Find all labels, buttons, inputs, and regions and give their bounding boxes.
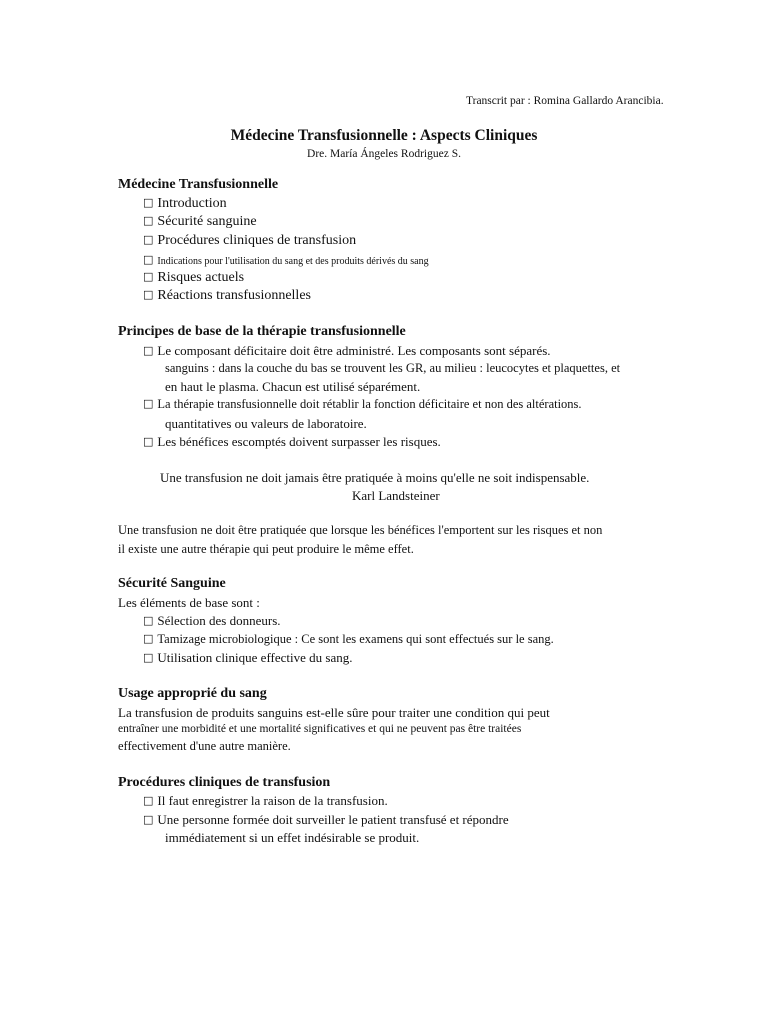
list-item: □ Sécurité sanguine [143, 214, 257, 229]
list-item: □ La thérapie transfusionnelle doit rétablir la fonction déficitaire et non des altérations. [143, 397, 582, 411]
checkbox-bullet-icon: □ [143, 288, 154, 301]
quote-text: Une transfusion ne doit jamais être pratiquée à moins qu'elle ne soit indispensable. [160, 470, 590, 485]
checkbox-bullet-icon: □ [143, 435, 154, 448]
section-heading-procedures: Procédures cliniques de transfusion [118, 775, 331, 790]
section-heading-medecine: Médecine Transfusionnelle [118, 177, 279, 192]
document-title: Médecine Transfusionnelle : Aspects Cliniques [230, 127, 538, 144]
paragraph-line: effectivement d'une autre manière. [118, 739, 291, 753]
document-author: Dre. María Ángeles Rodriguez S. [307, 148, 461, 160]
checkbox-bullet-icon: □ [143, 344, 154, 357]
transcriber-note: Transcrit par : Romina Gallardo Arancibia. [466, 95, 664, 107]
list-item: □ Il faut enregistrer la raison de la transfusion. [143, 793, 388, 808]
list-item: □ Une personne formée doit surveiller le patient transfusé et répondre [143, 812, 509, 827]
list-item: □ Le composant déficitaire doit être administré. Les composants sont séparés. [143, 343, 551, 358]
paragraph-line: Une transfusion ne doit être pratiquée que lorsque les bénéfices l'emportent sur les risques et non [118, 523, 603, 537]
list-item-continuation: quantitatives ou valeurs de laboratoire. [165, 416, 367, 431]
checkbox-bullet-icon: □ [143, 196, 154, 209]
list-item: □ Tamizage microbiologique : Ce sont les examens qui sont effectués sur le sang. [143, 632, 554, 646]
checkbox-bullet-icon: □ [143, 794, 154, 807]
section-heading-principes: Principes de base de la thérapie transfusionnelle [118, 324, 406, 339]
checkbox-bullet-icon: □ [143, 214, 154, 227]
list-item: □ Procédures cliniques de transfusion [143, 233, 357, 248]
list-item: □ Indications pour l'utilisation du sang et des produits dérivés du sang [143, 253, 429, 267]
list-item-continuation: immédiatement si un effet indésirable se produit. [165, 830, 420, 845]
list-item: □ Introduction [143, 196, 227, 211]
section-intro: Les éléments de base sont : [118, 595, 260, 610]
list-item-continuation: sanguins : dans la couche du bas se trouvent les GR, au milieu : leucocytes et plaquettes, et [165, 361, 621, 375]
paragraph-line: entraîner une morbidité et une mortalité significatives et qui ne peuvent pas être traitées [118, 723, 522, 735]
checkbox-bullet-icon: □ [143, 397, 154, 410]
checkbox-bullet-icon: □ [143, 270, 154, 283]
paragraph-line: il existe une autre thérapie qui peut produire le même effet. [118, 542, 414, 556]
list-item-continuation: en haut le plasma. Chacun est utilisé séparément. [165, 379, 421, 394]
checkbox-bullet-icon: □ [143, 813, 154, 826]
list-item: □ Réactions transfusionnelles [143, 288, 311, 303]
checkbox-bullet-icon: □ [143, 614, 154, 627]
list-item: □ Les bénéfices escomptés doivent surpasser les risques. [143, 434, 441, 449]
list-item: □ Risques actuels [143, 270, 245, 285]
checkbox-bullet-icon: □ [143, 651, 154, 664]
section-heading-usage: Usage approprié du sang [118, 686, 267, 701]
list-item: □ Utilisation clinique effective du sang. [143, 650, 353, 665]
checkbox-bullet-icon: □ [143, 233, 154, 246]
section-heading-securite: Sécurité Sanguine [118, 576, 226, 591]
quote-author: Karl Landsteiner [352, 488, 440, 503]
checkbox-bullet-icon: □ [143, 253, 154, 266]
paragraph-line: La transfusion de produits sanguins est-elle sûre pour traiter une condition qui peut [118, 705, 550, 720]
list-item: □ Sélection des donneurs. [143, 613, 281, 628]
checkbox-bullet-icon: □ [143, 632, 154, 645]
